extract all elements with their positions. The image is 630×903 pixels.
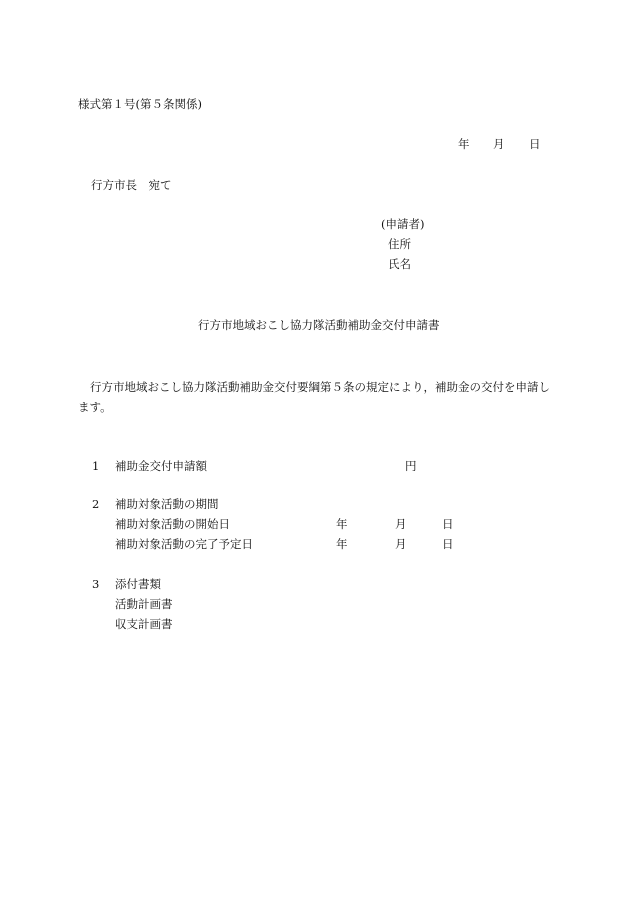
date-month-label: 月 [493,137,505,151]
end-date-year-label: 年 [336,537,348,551]
form-number: 様式第１号(第５条関係) [78,97,202,111]
end-date-month-label: 月 [395,537,407,551]
start-date-month-label: 月 [395,517,407,531]
attachment-activity-plan: 活動計画書 [115,597,173,611]
document-title: 行方市地域おこし協力隊活動補助金交付申請書 [198,318,440,332]
sub-item-start-date-label: 補助対象活動の開始日 [115,517,230,531]
item-number: 2 [92,497,100,511]
start-date-year-label: 年 [336,517,348,531]
attachment-budget-plan: 収支計画書 [115,617,173,631]
item-label-attachments: 添付書類 [115,577,161,591]
currency-unit: 円 [405,459,417,473]
sub-item-end-date-label: 補助対象活動の完了予定日 [115,537,253,551]
start-date-day-label: 日 [442,517,454,531]
body-paragraph: 行方市地域おこし協力隊活動補助金交付要綱第５条の規定により，補助金の交付を申請します。 [78,380,550,414]
item-number: 3 [92,577,100,591]
item-number: 1 [92,459,100,473]
date-year-label: 年 [458,137,470,151]
item-label-grant-amount: 補助金交付申請額 [115,459,207,473]
applicant-name-label: 氏名 [388,257,411,271]
item-label-activity-period: 補助対象活動の期間 [115,497,219,511]
addressee: 行方市長 宛て [91,178,172,192]
date-day-label: 日 [529,137,541,151]
end-date-day-label: 日 [442,537,454,551]
applicant-heading: (申請者) [381,217,425,231]
applicant-address-label: 住所 [388,237,411,251]
